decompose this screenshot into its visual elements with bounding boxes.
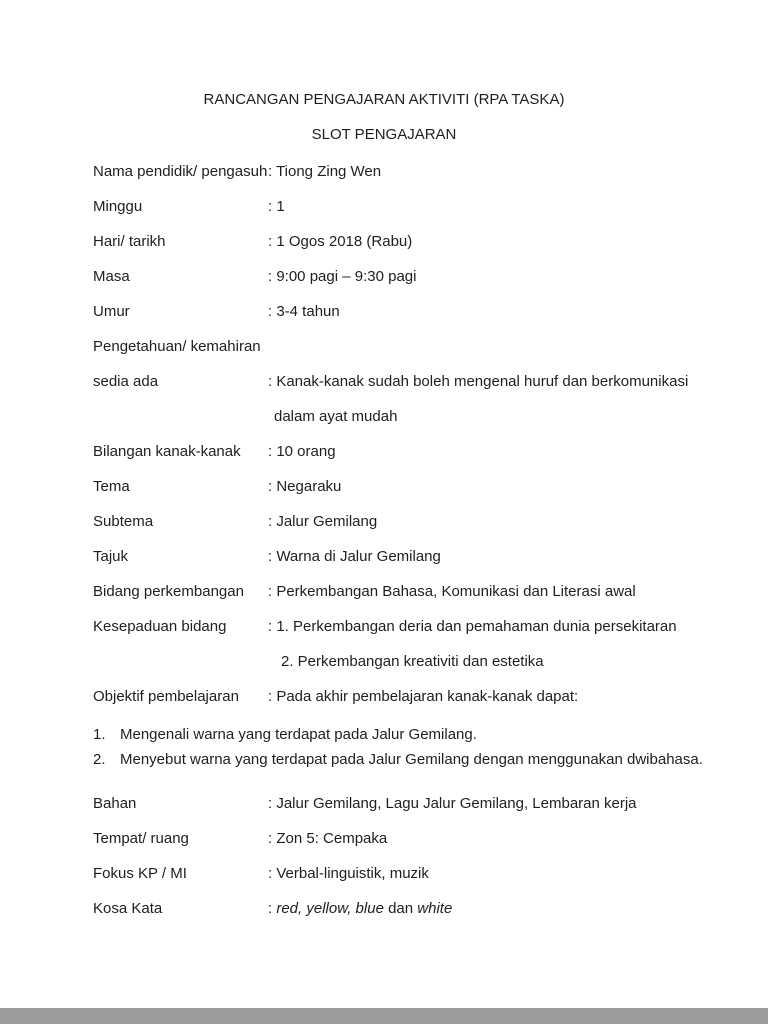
field-value: : Kanak-kanak sudah boleh mengenal huruf dan berkomunikasi xyxy=(268,373,689,390)
field-row-hari-tarikh xyxy=(93,232,708,252)
field-label: Objektif pembelajaran xyxy=(93,688,239,705)
field-label: Masa xyxy=(93,268,130,285)
field-value: : 10 orang xyxy=(268,443,336,460)
field-value: : Zon 5: Cempaka xyxy=(268,830,388,847)
field-row-tempat-ruang xyxy=(93,829,708,849)
field-value: : Negaraku xyxy=(268,478,342,495)
field-row-minggu xyxy=(93,197,708,217)
field-value: : 9:00 pagi – 9:30 pagi xyxy=(268,268,417,285)
field-row-tajuk xyxy=(93,547,708,567)
objective-text: Menyebut warna yang terdapat pada Jalur Gemilang dengan menggunakan dwibahasa. xyxy=(120,751,703,768)
field-value: : Tiong Zing Wen xyxy=(268,163,382,180)
field-row-sedia-ada xyxy=(93,372,708,392)
field-label xyxy=(93,407,268,427)
field-row-kesepaduan-continuation xyxy=(93,652,708,672)
kosa-kata-conjunction: dan xyxy=(383,900,418,917)
objective-number: 2. xyxy=(93,751,106,768)
field-row-umur xyxy=(93,302,708,322)
page-bottom-background xyxy=(0,1008,768,1024)
objective-item xyxy=(93,722,708,747)
field-label: Tema xyxy=(93,478,130,495)
field-row-bidang-perkembangan xyxy=(93,582,708,602)
field-value: 2. Perkembangan kreativiti dan estetika xyxy=(281,653,544,670)
field-value: : 3-4 tahun xyxy=(268,303,340,320)
field-label: Fokus KP / MI xyxy=(93,865,187,882)
document-title: RANCANGAN PENGAJARAN AKTIVITI (RPA TASKA) xyxy=(203,91,565,108)
field-value: : Verbal-linguistik, muzik xyxy=(268,865,429,882)
field-row-subtema xyxy=(93,512,708,532)
field-value: : 1 xyxy=(268,198,285,215)
field-row-fokus-kp xyxy=(93,864,708,884)
field-label: Bidang perkembangan xyxy=(93,583,244,600)
field-row-nama-pendidik xyxy=(93,162,708,182)
objective-number: 1. xyxy=(93,726,106,743)
field-row-kosa-kata xyxy=(93,899,708,919)
field-label: Bahan xyxy=(93,795,137,812)
field-rows-bottom xyxy=(93,794,708,919)
field-value: : 1 Ogos 2018 (Rabu) xyxy=(268,233,413,250)
document-subtitle: SLOT PENGAJARAN xyxy=(311,126,457,143)
field-value xyxy=(268,337,708,357)
field-value: : Jalur Gemilang, Lagu Jalur Gemilang, Lembaran kerja xyxy=(268,795,637,812)
field-label: Kesepaduan bidang xyxy=(93,618,227,635)
kosa-kata-word-italic: white xyxy=(417,900,453,917)
field-value: dalam ayat mudah xyxy=(274,408,398,425)
field-row-objektif xyxy=(93,687,708,707)
objective-item xyxy=(93,747,708,772)
field-label: sedia ada xyxy=(93,373,159,390)
field-value: : Perkembangan Bahasa, Komunikasi dan Literasi awal xyxy=(268,583,636,600)
field-value: : Jalur Gemilang xyxy=(268,513,378,530)
field-label: Nama pendidik/ pengasuh xyxy=(93,163,268,180)
field-label: Kosa Kata xyxy=(93,900,163,917)
field-label: Minggu xyxy=(93,198,143,215)
field-value xyxy=(268,899,708,919)
field-label: Subtema xyxy=(93,513,154,530)
field-label: Bilangan kanak-kanak xyxy=(93,443,241,460)
field-row-sedia-ada-continuation xyxy=(93,407,708,427)
field-row-bilangan-kanak xyxy=(93,442,708,462)
field-rows xyxy=(93,162,708,707)
field-value: : Pada akhir pembelajaran kanak-kanak dapat: xyxy=(268,688,579,705)
kosa-kata-colon: : xyxy=(268,900,277,917)
field-label: Umur xyxy=(93,303,130,320)
field-row-pengetahuan xyxy=(93,337,708,357)
field-row-bahan xyxy=(93,794,708,814)
field-label: Hari/ tarikh xyxy=(93,233,166,250)
field-value: : 1. Perkembangan deria dan pemahaman dunia persekitaran xyxy=(268,618,677,635)
field-label xyxy=(93,652,268,672)
field-row-tema xyxy=(93,477,708,497)
field-row-masa xyxy=(93,267,708,287)
field-value: : Warna di Jalur Gemilang xyxy=(268,548,441,565)
objectives-list xyxy=(93,722,708,772)
kosa-kata-words-italic: red, yellow, blue xyxy=(276,900,384,917)
field-row-kesepaduan-bidang xyxy=(93,617,708,637)
field-label: Tajuk xyxy=(93,548,129,565)
field-label: Tempat/ ruang xyxy=(93,830,189,847)
field-label: Pengetahuan/ kemahiran xyxy=(93,338,261,355)
objective-text: Mengenali warna yang terdapat pada Jalur Gemilang. xyxy=(120,726,477,743)
